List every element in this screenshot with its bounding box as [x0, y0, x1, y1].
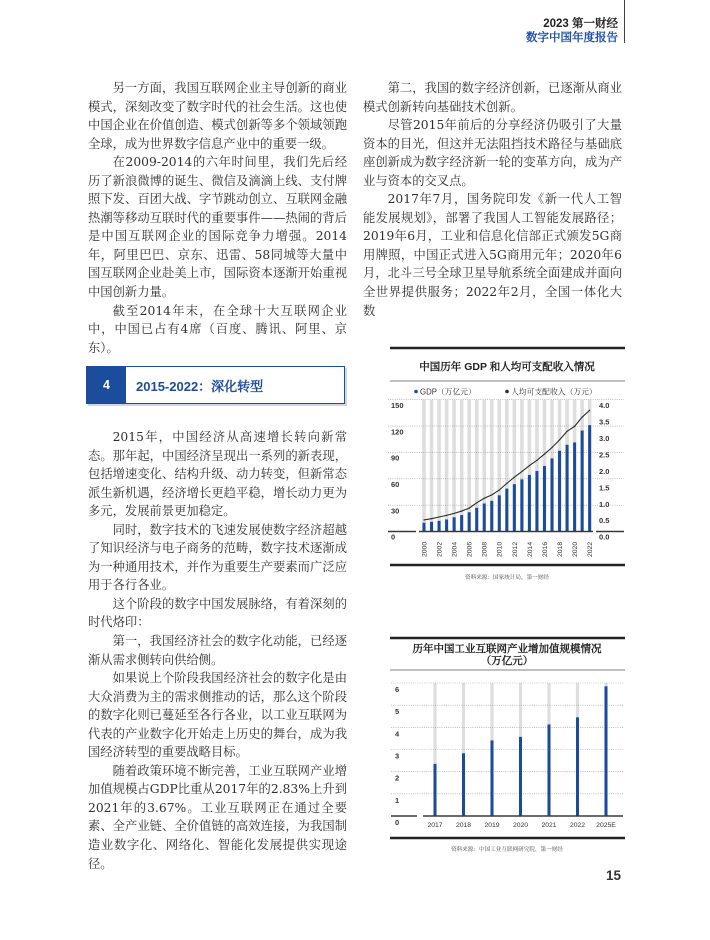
- section-heading: [86, 366, 345, 404]
- income-point: [423, 519, 424, 520]
- gdp-bar: [520, 479, 523, 531]
- column-background: [467, 400, 471, 532]
- legend-gdp-marker: [414, 390, 418, 394]
- x-tick-label: 2008: [481, 541, 489, 557]
- y-tick-label: 150: [391, 400, 404, 410]
- x-tick-label: 2025E: [596, 822, 616, 829]
- chart-source: 资料来源：中国工业互联网研究院，第一财经: [451, 847, 563, 853]
- y2-tick-label: 0.0: [599, 532, 610, 542]
- x-tick-label: 2021: [541, 822, 557, 829]
- income-point: [574, 426, 575, 427]
- y-tick-label: 1: [395, 795, 400, 805]
- gdp-bar: [558, 451, 561, 532]
- income-point: [551, 447, 552, 448]
- gdp-bar: [438, 521, 441, 532]
- chart-plot-area: [388, 400, 624, 557]
- header-report-title: 数字中国年度报告: [526, 32, 618, 44]
- income-point: [544, 453, 545, 454]
- y2-tick-label: 2.0: [599, 466, 610, 476]
- income-point: [461, 510, 462, 511]
- paragraph: 同时，数字技术的飞速发展使数字经济超越了知识经济与电子商务的范畴，数字技术逐渐成为一种通用技术，并作为重要生产要素而广泛应用于各行各业。: [88, 522, 347, 593]
- x-tick-label: 2010: [496, 541, 504, 557]
- gdp-bar: [490, 501, 493, 532]
- gdp-bar: [581, 431, 584, 532]
- paragraph: 这个阶段的数字中国发展脉络，有着深刻的时代烙印：: [88, 596, 347, 630]
- income-point: [438, 516, 439, 517]
- x-tick-label: 2019: [484, 822, 500, 829]
- gdp-bar: [453, 517, 456, 531]
- income-point: [476, 502, 477, 503]
- x-tick-label: 2004: [451, 541, 459, 557]
- section-title: 2015-2022：深化转型: [136, 378, 264, 394]
- income-point: [499, 489, 500, 490]
- column-background: [437, 400, 441, 532]
- column-background: [452, 400, 456, 532]
- left-column-bottom-text: [88, 428, 347, 873]
- gdp-bar: [430, 522, 433, 532]
- paragraph: 2017年7月，国务院印发《新一代人工智能发展规划》，部署了我国人工智能发展路径；2019年6月，工业和信息化信部正式颁发5G商用牌照，中国正式进入5G商用元年；2020年6月，北斗三号全球卫星导航系统全面建成并面向全世界提供服务；2022年2月，全国一体化大数: [363, 192, 622, 318]
- value-added-bar: [519, 737, 522, 816]
- income-point: [506, 483, 507, 484]
- y-tick-label: 5: [395, 707, 400, 717]
- right-column-text: [363, 79, 622, 320]
- gdp-bar: [528, 475, 531, 532]
- gdp-bar: [535, 471, 538, 532]
- y-tick-label: 60: [391, 479, 400, 489]
- x-tick-label: 2020: [512, 822, 529, 829]
- gdp-bar: [475, 508, 478, 532]
- x-tick-label: 2018: [455, 822, 472, 829]
- x-tick-label: 2000: [421, 541, 429, 557]
- x-tick-label: 2002: [436, 541, 444, 557]
- gdp-bar: [505, 489, 508, 532]
- income-point: [536, 460, 537, 461]
- income-point: [521, 471, 522, 472]
- page-number: 15: [606, 868, 622, 883]
- paragraph: 2015年，中国经济从高速增长转向新常态。那年起，中国经济呈现出一系列的新表现，包括增速变化、结构升级、动力转变，但新常态派生新机遇，经济增长更趋平稳，增长动力更为多元，发展前景更加稳定。: [88, 430, 347, 519]
- legend-income-marker: [505, 390, 509, 394]
- gdp-bar: [551, 458, 554, 531]
- value-added-bar: [491, 740, 494, 816]
- income-point: [559, 439, 560, 440]
- x-tick-label: 2016: [541, 541, 549, 557]
- x-tick-label: 2018: [556, 541, 564, 557]
- chart-source: 资料来源：国家统计局，第一财经: [465, 575, 549, 581]
- income-point: [589, 410, 590, 411]
- gdp-bar: [588, 425, 591, 531]
- gdp-bar: [543, 466, 546, 532]
- industrial-internet-chart: [380, 630, 630, 860]
- gdp-bar: [460, 515, 463, 531]
- x-tick-label: 2020: [572, 541, 579, 557]
- y2-tick-label: 3.5: [599, 417, 610, 427]
- paragraph: 截至2014年末，在全球十大互联网企业中，中国已占有4席（百度、腾讯、阿里、京东）。: [88, 303, 347, 355]
- income-point: [446, 515, 447, 516]
- x-tick-label: 2012: [511, 541, 519, 557]
- gdp-bar: [566, 445, 569, 532]
- value-added-bar: [434, 764, 437, 816]
- x-tick-label: 2006: [466, 541, 474, 557]
- value-added-bar: [462, 753, 465, 816]
- y2-tick-label: 2.5: [599, 450, 610, 460]
- paragraph: 另一方面，我国互联网企业主导创新的商业模式，深刻改变了数字时代的社会生活。这也使中国企业在价值创造、模式创新等多个领域领跑全球，成为世界数字信息产业中的重要一级。: [88, 81, 347, 151]
- y-tick-label: 2: [395, 773, 400, 783]
- y2-tick-label: 3.0: [599, 433, 610, 443]
- y-tick-label: 120: [391, 427, 404, 437]
- gdp-bar: [468, 512, 471, 531]
- gdp-income-chart: [380, 340, 630, 585]
- section-number: 4: [87, 367, 126, 403]
- chart-plot-area: [391, 683, 623, 829]
- y2-tick-label: 0.5: [599, 516, 610, 526]
- header-publisher: 2023 第一财经: [543, 18, 618, 30]
- income-point: [454, 513, 455, 514]
- y-tick-label: 0: [395, 818, 400, 827]
- income-point: [484, 498, 485, 499]
- income-point: [514, 477, 515, 478]
- income-point: [469, 508, 470, 509]
- x-tick-label: 2014: [526, 541, 534, 557]
- income-point: [566, 431, 567, 432]
- column-background: [422, 400, 426, 532]
- gdp-bar: [498, 495, 501, 531]
- column-background: [445, 400, 449, 532]
- chart-subtitle: （万亿元）: [480, 655, 534, 667]
- left-column-top-text: [88, 79, 347, 357]
- y2-tick-label: 1.5: [599, 483, 610, 493]
- paragraph: 如果说上个阶段我国经济社会的数字化是由大众消费为主的需求侧推动的话，那么这个阶段的数字化则已蔓延至各行各业，以工业互联网为代表的产业数字化开始走上历史的舞台，成为我国经济转型的重要战略目标。: [88, 671, 347, 760]
- paragraph: 随着政策环境不断完善，工业互联网产业增加值规模占GDP比重从2017年的2.83%上升到2021年的3.67%。工业互联网正在通过全要素、全产业链、全价值链的高效连接，为我国制造业数字化、网络化、智能化发展提供实现途径。: [88, 763, 347, 871]
- value-added-bar: [605, 686, 608, 816]
- legend-income-label: 人均可支配收入（万元）: [511, 387, 597, 397]
- paragraph: 尽管2015年前后的分享经济仍吸引了大量资本的目光，但这并无法阻挡技术路径与基础底座创新成为数字经济新一轮的变革方向，成为产业与资本的交叉点。: [363, 118, 622, 188]
- income-point: [582, 417, 583, 418]
- x-tick-label: 2022: [569, 822, 586, 829]
- column-background: [430, 400, 434, 532]
- y-tick-label: 4: [395, 729, 400, 739]
- paragraph: 在2009-2014的六年时间里，我们先后经历了新浪微博的诞生、微信及滴滴上线、支付牌照下发、百团大战、字节跳动创立、互联网金融热潮等移动互联时代的重要事件——热闹的背后是中国互联网企业的国际竞争力增强。2014年，阿里巴巴、京东、迅雷、58同城等大量中国互联网企业赴美上市，国际资本逐渐开始重视中国创新力量。: [88, 155, 347, 300]
- value-added-bar: [576, 717, 579, 816]
- y-tick-label: 3: [395, 751, 400, 761]
- income-point: [491, 494, 492, 495]
- value-added-bar: [548, 724, 551, 816]
- y2-tick-label: 1.0: [599, 499, 610, 509]
- chart-title: 历年中国工业互联网产业增加值规模情况: [412, 643, 602, 655]
- legend-gdp-label: GDP（万亿元）: [420, 387, 476, 397]
- paragraph: 第二，我国的数字经济创新，已逐渐从商业模式创新转向基础技术创新。: [363, 81, 622, 114]
- y-tick-label: 30: [391, 506, 400, 516]
- income-point: [529, 465, 530, 466]
- gdp-bar: [513, 484, 516, 531]
- y-tick-label: 6: [395, 685, 400, 694]
- income-point: [431, 518, 432, 519]
- gdp-bar: [445, 519, 448, 531]
- paragraph: 第一，我国经济社会的数字化动能，已经逐渐从需求侧转向供给侧。: [88, 634, 347, 667]
- x-tick-label: 2022: [587, 541, 595, 557]
- gdp-bar: [573, 442, 576, 531]
- y-tick-label: 0: [391, 532, 396, 542]
- chart-title: 中国历年 GDP 和人均可支配收入情况: [419, 361, 595, 373]
- y2-tick-label: 4.0: [599, 400, 610, 410]
- y-tick-label: 90: [391, 453, 400, 463]
- gdp-bar: [483, 503, 486, 531]
- header-divider: [624, 0, 625, 43]
- x-tick-label: 2017: [427, 822, 443, 829]
- gdp-bar: [423, 523, 426, 532]
